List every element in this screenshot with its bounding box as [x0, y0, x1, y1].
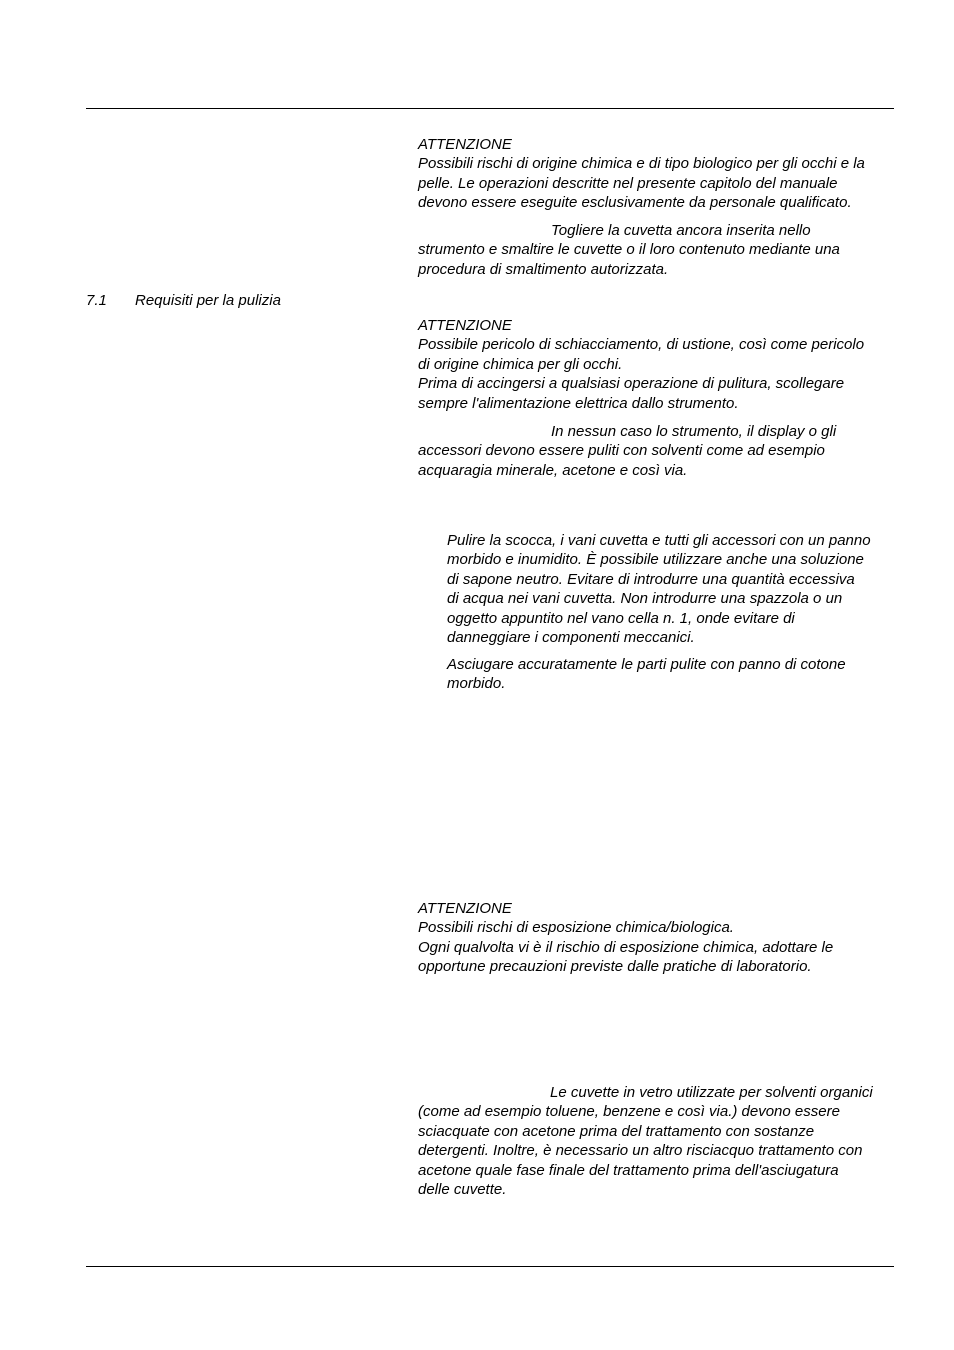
warning-title: ATTENZIONE [418, 317, 512, 334]
warning-text-line: Possibili rischi di esposizione chimica/biologica. [418, 919, 734, 937]
step-text-line: di sapone neutro. Evitare di introdurre una quantità eccessiva [447, 570, 855, 588]
warning-text-line: devono essere eseguite esclusivamente da personale qualificato. [418, 194, 852, 212]
note-text-line: acetone quale fase finale del trattamento prima dell'asciugatura [418, 1161, 839, 1179]
step-text-line: morbido e inumidito. È possibile utilizzare anche una soluzione [447, 551, 864, 569]
note-text-line: sciacquate con acetone prima del trattamento con sostanze [418, 1122, 815, 1140]
note-text-line: Togliere la cuvetta ancora inserita nello [551, 222, 811, 239]
note-text-line: acquaragia minerale, acetone e così via. [418, 461, 688, 479]
step-text-line: oggetto appuntito nel vano cella n. 1, onde evitare di [447, 609, 795, 627]
warning-block-crush-burn [418, 316, 864, 413]
warning-title: ATTENZIONE [418, 136, 512, 153]
warning-text-line: opportune precauzioni previste dalle pratiche di laboratorio. [418, 958, 812, 976]
note-text-line: (come ad esempio toluene, benzene e così via.) devono essere [418, 1103, 840, 1121]
warning-block-exposure [418, 899, 833, 977]
step-text-line: Pulire la scocca, i vani cuvetta e tutti gli accessori con un panno [447, 532, 871, 549]
warning-block-chemical-biological [418, 135, 865, 213]
cleaning-step-2 [447, 655, 846, 694]
step-text-line: danneggiare i componenti meccanici. [447, 629, 695, 647]
warning-text-line: di origine chimica per gli occhi. [418, 355, 623, 373]
note-text-line: strumento e smaltire le cuvette o il loro contenuto mediante una [418, 241, 840, 259]
header-rule [86, 108, 894, 109]
step-text-line: Asciugare accuratamente le parti pulite con panno di cotone [447, 656, 846, 673]
note-text-line: procedura di smaltimento autorizzata. [418, 260, 669, 278]
note-text-line: accessori devono essere puliti con solventi come ad esempio [418, 442, 825, 460]
warning-text-line: Ogni qualvolta vi è il rischio di esposizione chimica, adottare le [418, 938, 834, 956]
note-block-cuvette-disposal [418, 221, 840, 279]
warning-text-line: sempre l'alimentazione elettrica dallo strumento. [418, 394, 739, 412]
step-text-line: morbido. [447, 675, 506, 693]
note-text-line: In nessun caso lo strumento, il display o gli [551, 423, 837, 440]
warning-text-line: Prima di accingersi a qualsiasi operazione di pulitura, scollegare [418, 375, 845, 393]
note-block-no-solvents [418, 422, 836, 480]
note-text-line: Le cuvette in vetro utilizzate per solventi organici [550, 1084, 873, 1101]
step-text-line: di acqua nei vani cuvetta. Non introdurre una spazzola o un [447, 590, 843, 608]
warning-title: ATTENZIONE [418, 900, 512, 917]
note-text-line: delle cuvette. [418, 1181, 507, 1199]
warning-text-line: Possibili rischi di origine chimica e di tipo biologico per gli occhi e la [418, 155, 865, 173]
note-block-glass-cuvettes [418, 1083, 873, 1199]
footer-rule [86, 1266, 894, 1267]
warning-text-line: pelle. Le operazioni descritte nel presente capitolo del manuale [418, 174, 838, 192]
warning-text-line: Possibile pericolo di schiacciamento, di ustione, così come pericolo [418, 336, 865, 354]
section-number: 7.1 [86, 292, 107, 309]
note-text-line: detergenti. Inoltre, è necessario un altro risciacquo trattamento con [418, 1142, 863, 1160]
section-title: Requisiti per la pulizia [135, 292, 281, 309]
cleaning-step-1 [447, 531, 871, 647]
